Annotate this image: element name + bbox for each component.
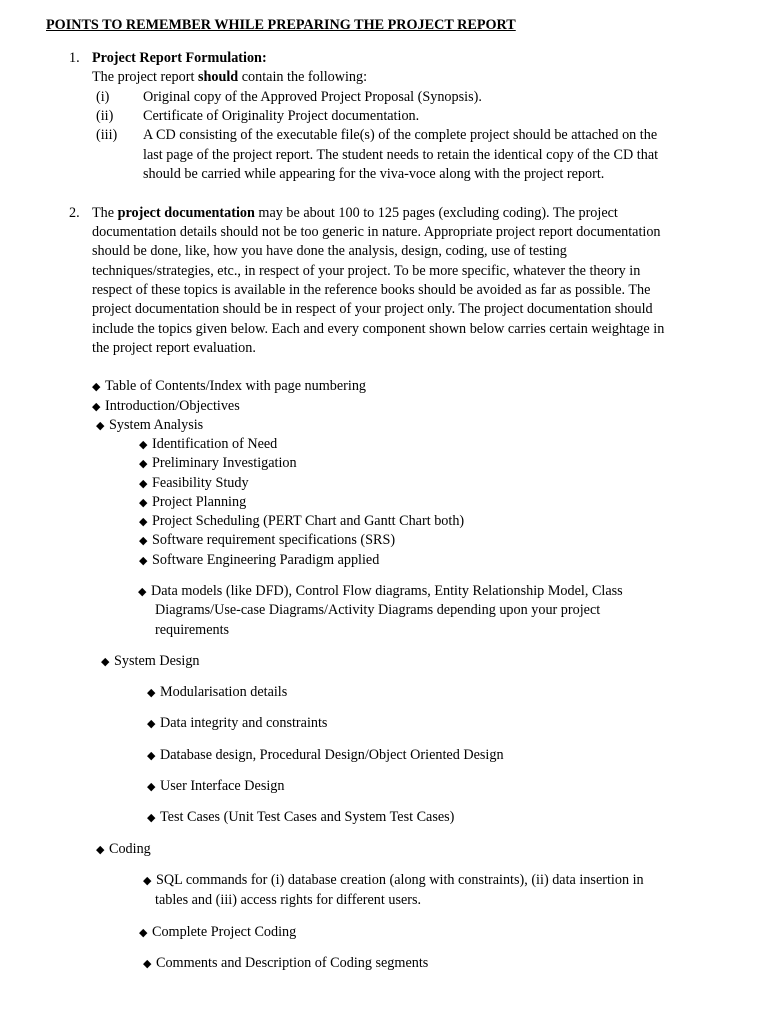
paragraph-line: respect of these topics is available in the reference books should be avoided as far as possible. The xyxy=(92,282,651,298)
diamond-bullet-icon: ◆ xyxy=(139,478,148,490)
list-item-continuation: Diagrams/Use-case Diagrams/Activity Diagrams depending upon your project xyxy=(155,602,601,618)
section-1-intro: The project report should contain the following: xyxy=(92,69,368,85)
list-item: ◆ Identification of Need xyxy=(139,435,277,455)
diamond-bullet-icon: ◆ xyxy=(147,718,156,730)
list-item-continuation: tables and (iii) access rights for different users. xyxy=(155,892,422,908)
list-item: ◆ Project Planning xyxy=(139,493,246,513)
item-text: Certificate of Originality Project documentation. xyxy=(143,108,420,124)
list-item-continuation: requirements xyxy=(155,622,230,638)
diamond-bullet-icon: ◆ xyxy=(96,420,105,432)
diamond-bullet-icon: ◆ xyxy=(139,497,148,509)
diamond-bullet-icon: ◆ xyxy=(139,927,148,939)
diamond-bullet-icon: ◆ xyxy=(147,812,156,824)
list-item: ◆ Test Cases (Unit Test Cases and System Test Cases) xyxy=(147,808,454,828)
diamond-bullet-icon: ◆ xyxy=(147,750,156,762)
section-2-number: 2. xyxy=(69,205,80,221)
item-text: should be carried while appearing for the viva-voce along with the project report. xyxy=(143,166,605,182)
list-item: ◆ Database design, Procedural Design/Object Oriented Design xyxy=(147,746,504,766)
list-item: ◆ Comments and Description of Coding segments xyxy=(143,954,428,974)
list-item: ◆ Complete Project Coding xyxy=(139,923,296,943)
item-label: (i) xyxy=(96,89,110,105)
list-item-introduction: ◆ Introduction/Objectives xyxy=(92,397,240,417)
list-item-toc: ◆ Table of Contents/Index with page numbering xyxy=(92,377,366,397)
list-item: ◆ Feasibility Study xyxy=(139,474,249,494)
diamond-bullet-icon: ◆ xyxy=(139,535,148,547)
list-item: ◆ Preliminary Investigation xyxy=(139,454,297,474)
paragraph-line: documentation details should not be too generic in nature. Appropriate project report documentation xyxy=(92,224,661,240)
diamond-bullet-icon: ◆ xyxy=(139,439,148,451)
paragraph-line: techniques/strategies, etc., in respect of your project. To be more specific, whatever the theory in xyxy=(92,263,641,279)
page-title: POINTS TO REMEMBER WHILE PREPARING THE PROJECT REPORT xyxy=(46,17,516,33)
section-2-first-line: The project documentation may be about 100 to 125 pages (excluding coding). The project xyxy=(92,205,618,221)
list-item-system-design: ◆ System Design xyxy=(101,652,200,672)
paragraph-line: should be done, like, how you have done the analysis, design, coding, use of testing xyxy=(92,243,567,259)
diamond-bullet-icon: ◆ xyxy=(143,875,152,887)
diamond-bullet-icon: ◆ xyxy=(96,844,105,856)
diamond-bullet-icon: ◆ xyxy=(147,687,156,699)
diamond-bullet-icon: ◆ xyxy=(138,586,147,598)
diamond-bullet-icon: ◆ xyxy=(92,381,101,393)
item-label: (ii) xyxy=(96,108,114,124)
list-item: ◆ Software requirement specifications (SRS) xyxy=(139,531,395,551)
paragraph-line: project documentation should be in respect of your project only. The project documentation should xyxy=(92,301,653,317)
diamond-bullet-icon: ◆ xyxy=(101,656,110,668)
item-label: (iii) xyxy=(96,127,118,143)
list-item-data-models: ◆ Data models (like DFD), Control Flow diagrams, Entity Relationship Model, Class xyxy=(138,582,623,602)
diamond-bullet-icon: ◆ xyxy=(139,516,148,528)
section-1-heading: Project Report Formulation: xyxy=(92,50,267,66)
list-item: ◆ Project Scheduling (PERT Chart and Gantt Chart both) xyxy=(139,512,464,532)
section-1-number: 1. xyxy=(69,50,80,66)
item-text: last page of the project report. The student needs to retain the identical copy of the CD that xyxy=(143,147,659,163)
list-item: ◆ Modularisation details xyxy=(147,683,287,703)
diamond-bullet-icon: ◆ xyxy=(147,781,156,793)
list-item-system-analysis: ◆ System Analysis xyxy=(96,416,203,436)
paragraph-line: include the topics given below. Each and every component shown below carries certain weightage in xyxy=(92,321,665,337)
paragraph-line: the project report evaluation. xyxy=(92,340,256,356)
list-item: ◆ Data integrity and constraints xyxy=(147,714,327,734)
diamond-bullet-icon: ◆ xyxy=(139,458,148,470)
item-text: A CD consisting of the executable file(s) of the complete project should be attached on the xyxy=(143,127,658,143)
list-item: ◆ Software Engineering Paradigm applied xyxy=(139,551,379,571)
list-item-coding: ◆ Coding xyxy=(96,840,151,860)
diamond-bullet-icon: ◆ xyxy=(143,958,152,970)
diamond-bullet-icon: ◆ xyxy=(139,555,148,567)
item-text: Original copy of the Approved Project Proposal (Synopsis). xyxy=(143,89,482,105)
diamond-bullet-icon: ◆ xyxy=(92,401,101,413)
list-item-sql: ◆ SQL commands for (i) database creation (along with constraints), (ii) data insertion in xyxy=(143,871,644,891)
list-item: ◆ User Interface Design xyxy=(147,777,284,797)
